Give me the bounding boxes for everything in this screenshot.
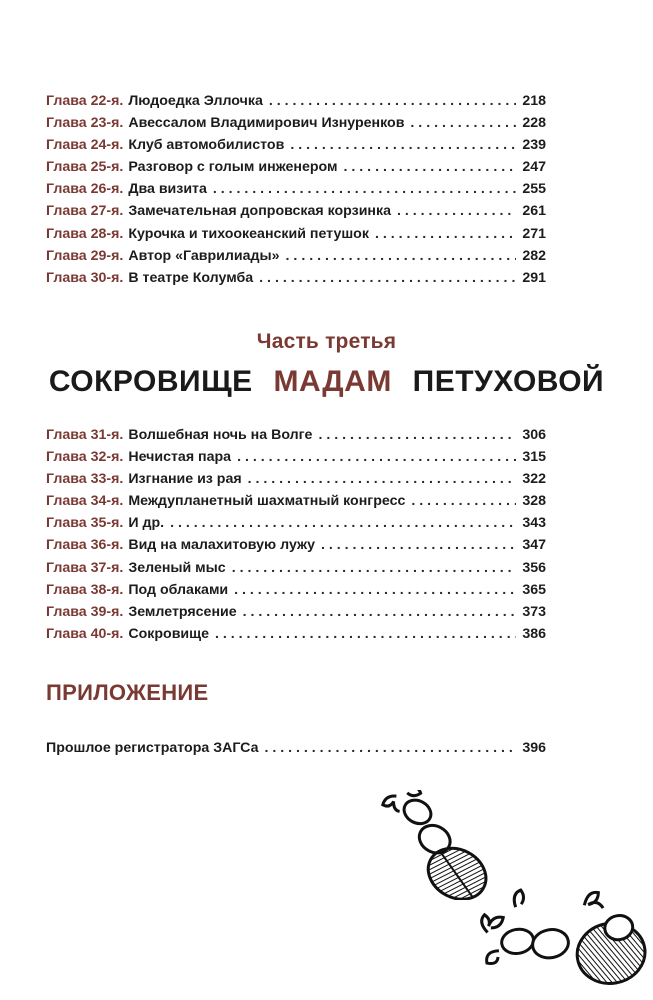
page-number: 322 [522,471,546,488]
dot-leader [344,156,517,178]
part-title-word-accent: МАДАМ [273,365,392,398]
toc-entry[interactable] [46,156,546,178]
toc-entry[interactable] [46,245,546,267]
dot-leader [318,424,516,446]
chapter-number: Глава 28-я. [46,225,124,242]
dot-leader [232,557,517,579]
dot-leader [411,490,516,512]
beetle-icon [470,880,653,1000]
part-title [0,365,653,399]
chapter-title: Изгнание из рая [128,471,242,488]
chapter-number: Глава 30-я. [46,269,124,286]
page-number: 315 [522,449,546,466]
chapter-title: Под облаками [128,581,229,598]
chapter-title: Два визита [128,181,207,198]
dot-leader [215,623,516,645]
chapter-number: Глава 39-я. [46,603,124,620]
dot-leader [269,90,516,112]
chapter-title: Землетрясение [128,603,237,620]
dot-leader [248,468,517,490]
page-number: 328 [522,493,546,510]
dot-leader [410,112,516,134]
chapter-title: Прошлое регистратора ЗАГСа [46,740,259,756]
chapter-title: Сокровище [128,625,209,642]
page-number: 396 [522,740,546,756]
chapter-number: Глава 34-я. [46,493,124,510]
toc-entry[interactable] [46,490,546,512]
chapter-number: Глава 26-я. [46,181,124,198]
toc-entry[interactable] [46,623,546,645]
dot-leader [259,267,516,289]
page-number: 356 [522,559,546,576]
dot-leader [286,245,517,267]
dot-leader [213,178,516,200]
dot-leader [375,223,516,245]
chapter-title: Вид на малахитовую лужу [128,537,315,554]
page-number: 343 [522,515,546,532]
chapter-number: Глава 22-я. [46,93,124,109]
chapter-title: Замечательная допровская корзинка [128,203,391,220]
toc-entry[interactable] [46,579,546,601]
chapter-number: Глава 24-я. [46,137,124,154]
toc-entry[interactable] [46,134,546,156]
dot-leader [321,534,516,556]
toc-entry[interactable] [46,534,546,556]
toc-part-3-list [46,424,546,645]
page-number: 228 [522,115,546,132]
toc-entry[interactable] [46,223,546,245]
toc-entry[interactable] [46,468,546,490]
toc-entry[interactable] [46,90,546,112]
dot-leader [243,601,517,623]
page-number: 386 [522,625,546,642]
chapter-number: Глава 35-я. [46,515,124,532]
part-title-word: СОКРОВИЩЕ [48,365,253,398]
page-number: 347 [522,537,546,554]
chapter-number: Глава 32-я. [46,449,124,466]
toc-entry[interactable] [46,178,546,200]
chapter-number: Глава 27-я. [46,203,124,220]
page-number: 255 [522,181,546,198]
dot-leader [234,579,516,601]
chapter-number: Глава 31-я. [46,427,124,443]
chapter-number: Глава 40-я. [46,625,124,642]
dot-leader [170,512,516,534]
toc-entry[interactable] [46,200,546,222]
toc-entry[interactable] [46,737,546,759]
chapter-title: Клуб автомобилистов [128,137,285,154]
toc-entry[interactable] [46,512,546,534]
chapter-number: Глава 36-я. [46,537,124,554]
dot-leader [237,446,516,468]
chapter-number: Глава 29-я. [46,247,124,264]
chapter-title: Нечистая пара [128,449,232,466]
chapter-number: Глава 38-я. [46,581,124,598]
chapter-number: Глава 37-я. [46,559,124,576]
chapter-title: Разговор с голым инженером [128,159,338,176]
dot-leader [265,737,517,759]
chapter-number: Глава 33-я. [46,471,124,488]
toc-entry[interactable] [46,424,546,446]
chapter-title: Междупланетный шахматный конгресс [128,493,406,510]
page-number: 306 [522,427,546,443]
page-number: 239 [522,137,546,154]
page-number: 282 [522,247,546,264]
chapter-title: Зеленый мыс [128,559,226,576]
dot-leader [397,200,516,222]
toc-entry[interactable] [46,601,546,623]
chapter-title: В театре Колумба [128,269,254,286]
part-subtitle: Часть третья [256,330,397,353]
chapter-title: И др. [128,515,165,532]
page-number: 365 [522,581,546,598]
page-number: 291 [522,269,546,286]
page-number: 218 [522,93,546,109]
chapter-title: Авессалом Владимирович Изнуренков [128,115,405,132]
chapter-title: Курочка и тихоокеанский петушок [128,225,369,242]
appendix-heading: ПРИЛОЖЕНИЕ [46,680,209,705]
chapter-title: Волшебная ночь на Волге [128,427,313,443]
page-number: 261 [522,203,546,220]
toc-entry[interactable] [46,112,546,134]
dot-leader [290,134,516,156]
toc-appendix-list [46,737,546,759]
toc-entry[interactable] [46,557,546,579]
page-number: 271 [522,225,546,242]
page-number: 247 [522,159,546,176]
toc-part-2-list [46,90,546,289]
toc-entry[interactable] [46,446,546,468]
chapter-title: Автор «Гаврилиады» [128,247,280,264]
chapter-number: Глава 23-я. [46,115,124,132]
chapter-number: Глава 25-я. [46,159,124,176]
page-number: 373 [522,603,546,620]
part-title-word: ПЕТУХОВОЙ [412,365,605,398]
chapter-title: Людоедка Эллочка [128,93,263,109]
toc-entry[interactable] [46,267,546,289]
